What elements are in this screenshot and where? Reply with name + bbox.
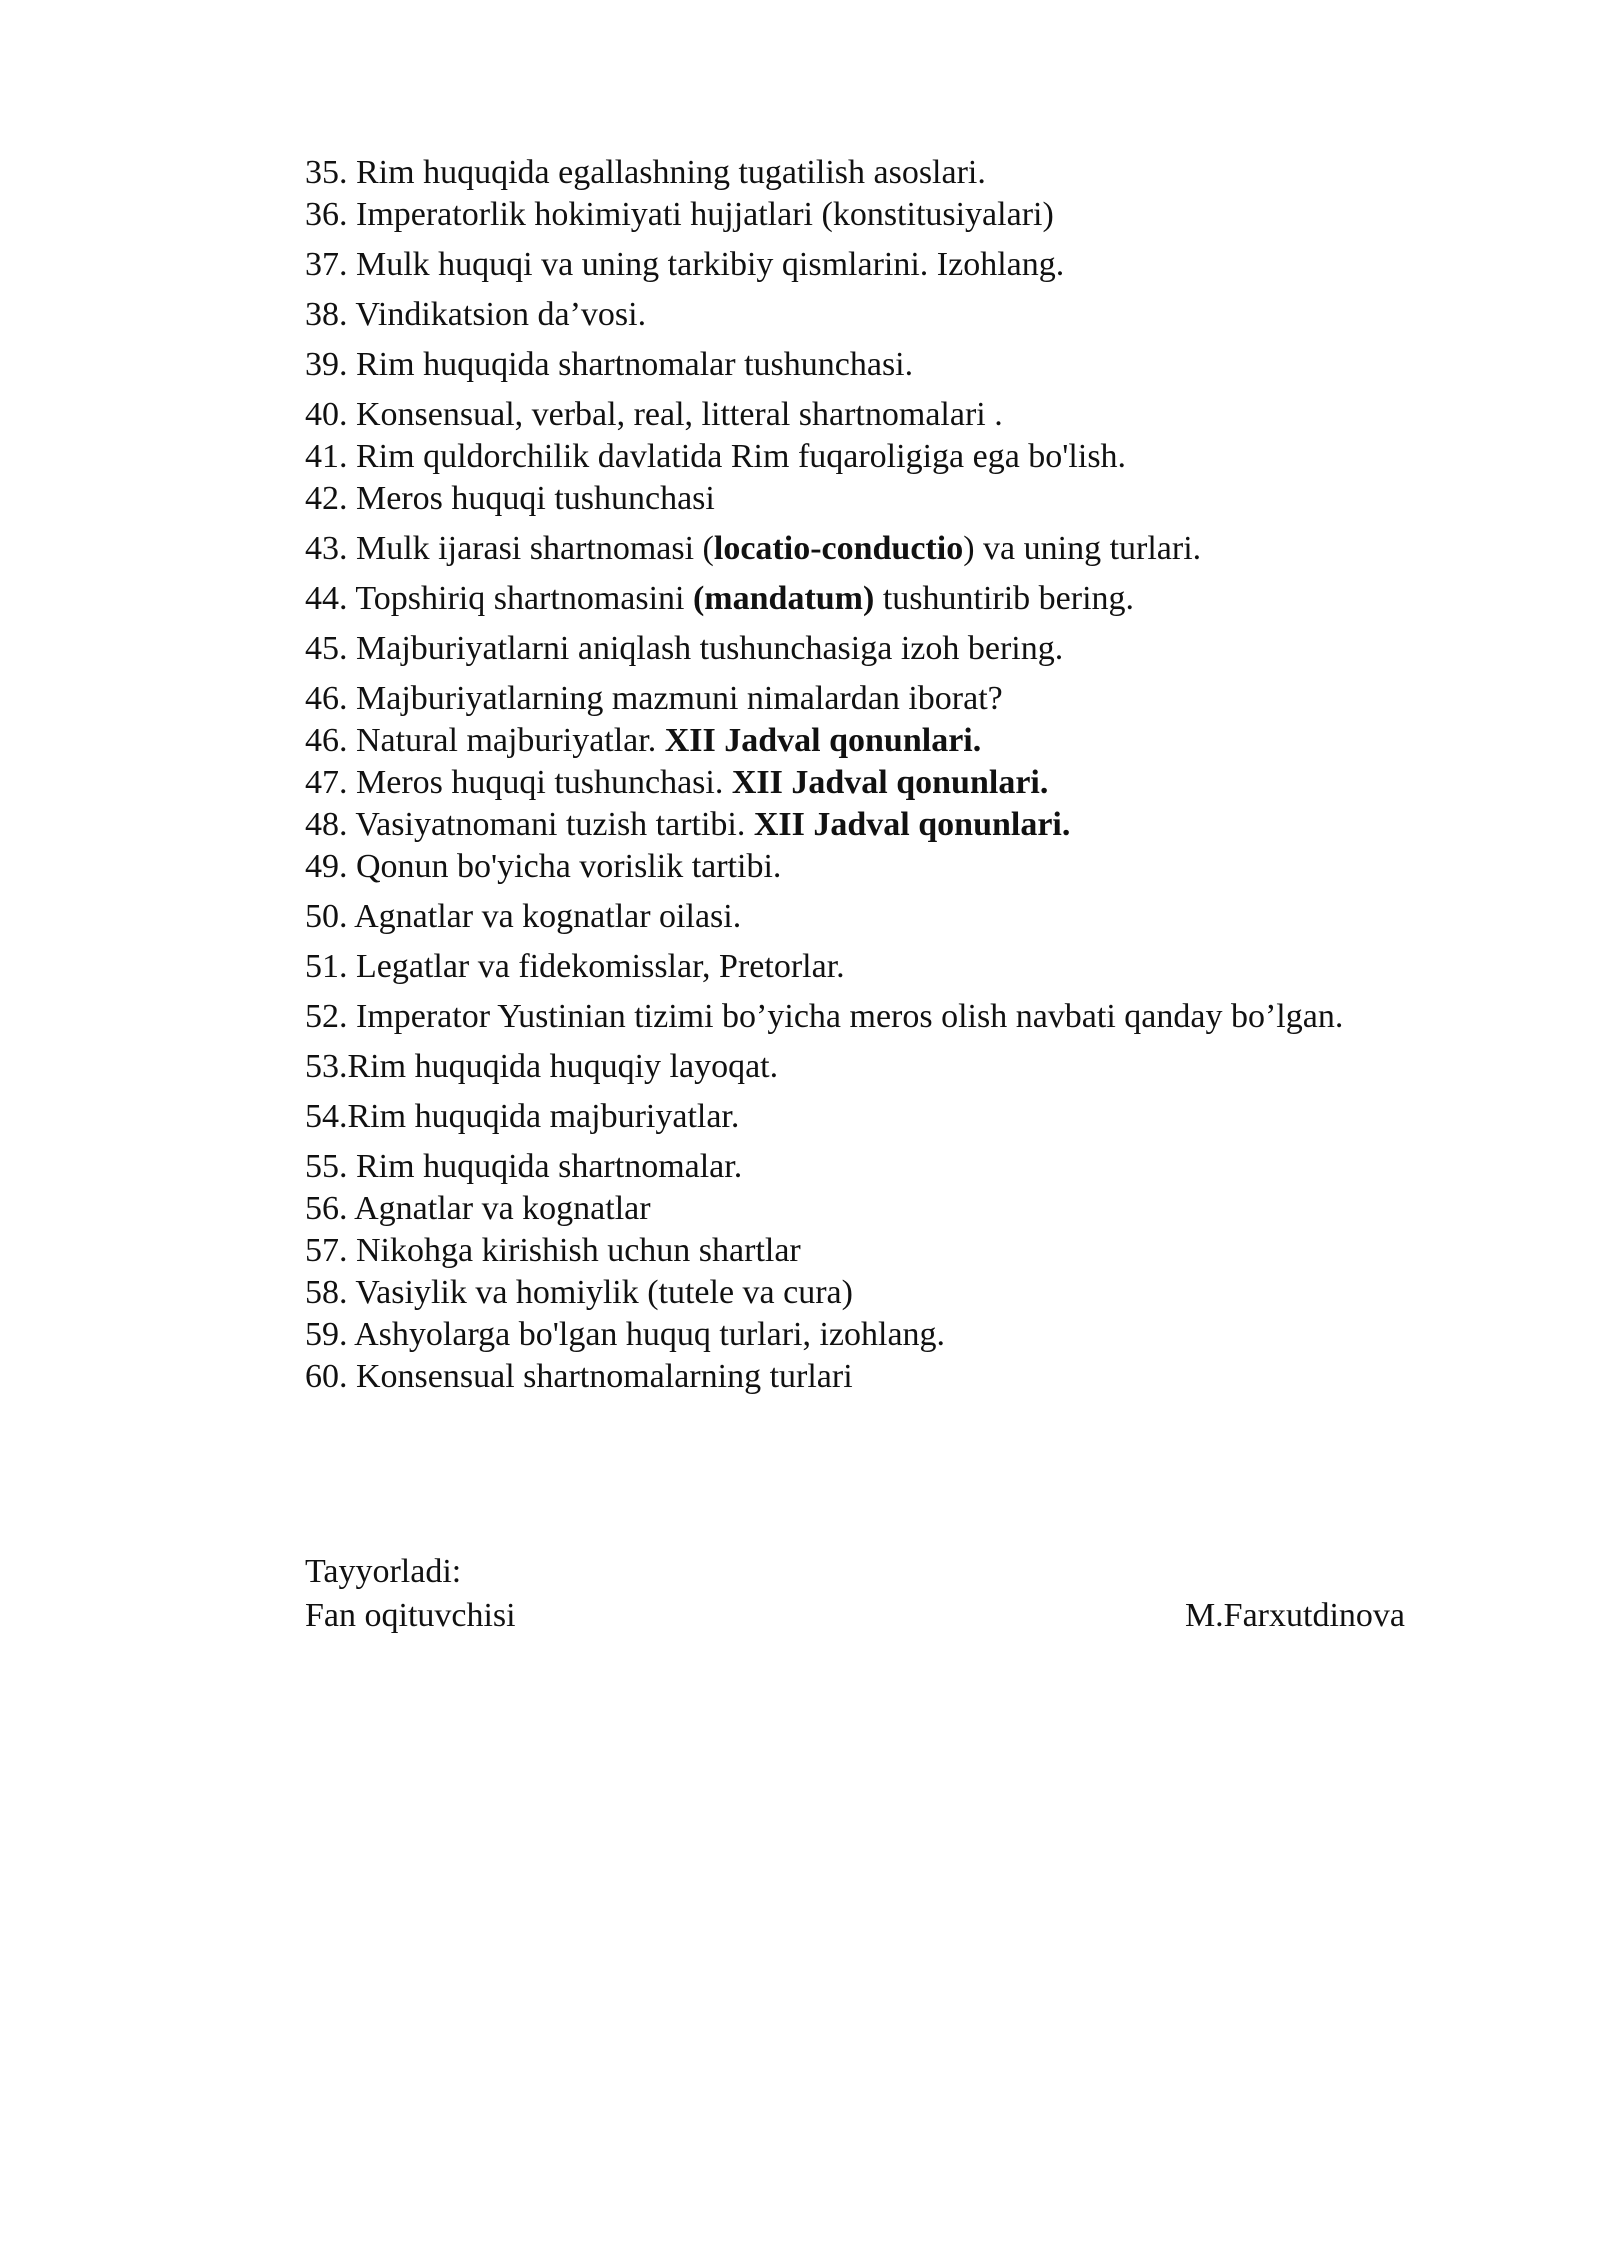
author-role: Fan oqituvchisi	[305, 1597, 516, 1634]
item-text-bold: XII Jadval qonunlari.	[753, 806, 1071, 843]
item-number: 57.	[305, 1232, 348, 1269]
list-item	[305, 294, 1505, 336]
item-text: Imperator Yustinian tizimi bo’yicha meros olish navbati qanday bo’lgan.	[347, 998, 1344, 1035]
item-number: 37.	[305, 246, 348, 283]
item-text: Majburiyatlarni aniqlash tushunchasiga izoh bering.	[347, 630, 1064, 667]
list-item	[305, 896, 1505, 938]
author-name: M.Farxutdinova	[1184, 1597, 1405, 1634]
item-text: tushuntirib bering.	[874, 580, 1135, 617]
item-text-bold: XII Jadval qonunlari.	[664, 722, 982, 759]
item-number: 58.	[305, 1274, 348, 1311]
item-text: Qonun bo'yicha vorislik tartibi.	[347, 848, 782, 885]
list-item	[305, 1272, 1505, 1314]
item-text: Mulk ijarasi shartnomasi (	[347, 530, 714, 567]
item-number: 49.	[305, 848, 348, 885]
item-text: Ashyolarga bo'lgan huquq turlari, izohlang.	[347, 1316, 946, 1353]
list-item	[305, 578, 1505, 620]
item-number: 43.	[305, 530, 348, 567]
item-number: 39.	[305, 346, 348, 383]
item-text: Mulk huquqi va uning tarkibiy qismlarini. Izohlang.	[347, 246, 1065, 283]
item-number: 50.	[305, 898, 348, 935]
item-text: Meros huquqi tushunchasi	[347, 480, 715, 517]
list-item	[305, 628, 1505, 670]
item-number: 35.	[305, 154, 348, 191]
item-number: 44.	[305, 580, 348, 617]
item-text-bold: XII Jadval qonunlari.	[731, 764, 1049, 801]
item-number: 59.	[305, 1316, 348, 1353]
list-item	[305, 244, 1505, 286]
item-number: 42.	[305, 480, 348, 517]
item-text: Agnatlar va kognatlar oilasi.	[347, 898, 742, 935]
item-text: Legatlar va fidekomisslar, Pretorlar.	[347, 948, 845, 985]
question-list	[305, 152, 1505, 1398]
list-item	[305, 1096, 1505, 1138]
item-text: Majburiyatlarning mazmuni nimalardan iborat?	[347, 680, 1003, 717]
item-number: 40.	[305, 396, 348, 433]
list-item	[305, 846, 1505, 888]
item-number: 51.	[305, 948, 348, 985]
list-item	[305, 678, 1505, 720]
item-number: 53.	[305, 1048, 348, 1085]
item-number: 46.	[305, 722, 348, 759]
item-text: Natural majburiyatlar.	[347, 722, 665, 759]
list-item	[305, 344, 1505, 386]
item-text: Imperatorlik hokimiyati hujjatlari (konstitusiyalari)	[347, 196, 1054, 233]
prepared-by-label: Tayyorladi:	[305, 1553, 462, 1590]
item-number: 36.	[305, 196, 348, 233]
list-item	[305, 1314, 1505, 1356]
list-item	[305, 1046, 1505, 1088]
item-text: Vasiyatnomani tuzish tartibi.	[347, 806, 754, 843]
item-text: ) va uning turlari.	[963, 530, 1202, 567]
item-text: Nikohga kirishish uchun shartlar	[347, 1232, 801, 1269]
list-item	[305, 394, 1505, 436]
item-number: 47.	[305, 764, 348, 801]
list-item	[305, 1356, 1505, 1398]
author-row	[305, 1594, 1405, 1638]
item-text: Rim huquqida shartnomalar.	[347, 1148, 743, 1185]
item-number: 48.	[305, 806, 348, 843]
prepared-by-row	[305, 1550, 1405, 1594]
item-number: 38.	[305, 296, 348, 333]
item-text: Vindikatsion da’vosi.	[347, 296, 647, 333]
item-text: Konsensual shartnomalarning turlari	[347, 1358, 853, 1395]
list-item	[305, 946, 1505, 988]
list-item	[305, 478, 1505, 520]
list-item	[305, 194, 1505, 236]
item-text: Rim quldorchilik davlatida Rim fuqaroligiga ega bo'lish.	[347, 438, 1127, 475]
list-item	[305, 1146, 1505, 1188]
item-text: Topshiriq shartnomasini	[347, 580, 693, 617]
list-item	[305, 152, 1505, 194]
list-item	[305, 996, 1505, 1038]
list-item	[305, 436, 1505, 478]
item-text: Rim huquqida majburiyatlar.	[347, 1098, 740, 1135]
list-item	[305, 528, 1505, 570]
list-item	[305, 762, 1505, 804]
item-text: Konsensual, verbal, real, litteral shartnomalari .	[347, 396, 1003, 433]
item-text: Rim huquqida shartnomalar tushunchasi.	[347, 346, 914, 383]
list-item	[305, 1188, 1505, 1230]
list-item	[305, 720, 1505, 762]
item-text-bold: locatio-conductio	[713, 530, 964, 567]
list-item	[305, 804, 1505, 846]
item-number: 56.	[305, 1190, 348, 1227]
item-number: 54.	[305, 1098, 348, 1135]
signature-block	[305, 1550, 1405, 1638]
item-text: Meros huquqi tushunchasi.	[347, 764, 732, 801]
item-text: Rim huquqida egallashning tugatilish asoslari.	[347, 154, 986, 191]
item-number: 60.	[305, 1358, 348, 1395]
item-number: 45.	[305, 630, 348, 667]
item-text: Agnatlar va kognatlar	[347, 1190, 651, 1227]
item-text-bold: (mandatum)	[692, 580, 875, 617]
item-text: Rim huquqida huquqiy layoqat.	[347, 1048, 779, 1085]
item-number: 52.	[305, 998, 348, 1035]
item-number: 46.	[305, 680, 348, 717]
item-text: Vasiylik va homiylik (tutele va cura)	[347, 1274, 853, 1311]
item-number: 55.	[305, 1148, 348, 1185]
list-item	[305, 1230, 1505, 1272]
item-number: 41.	[305, 438, 348, 475]
